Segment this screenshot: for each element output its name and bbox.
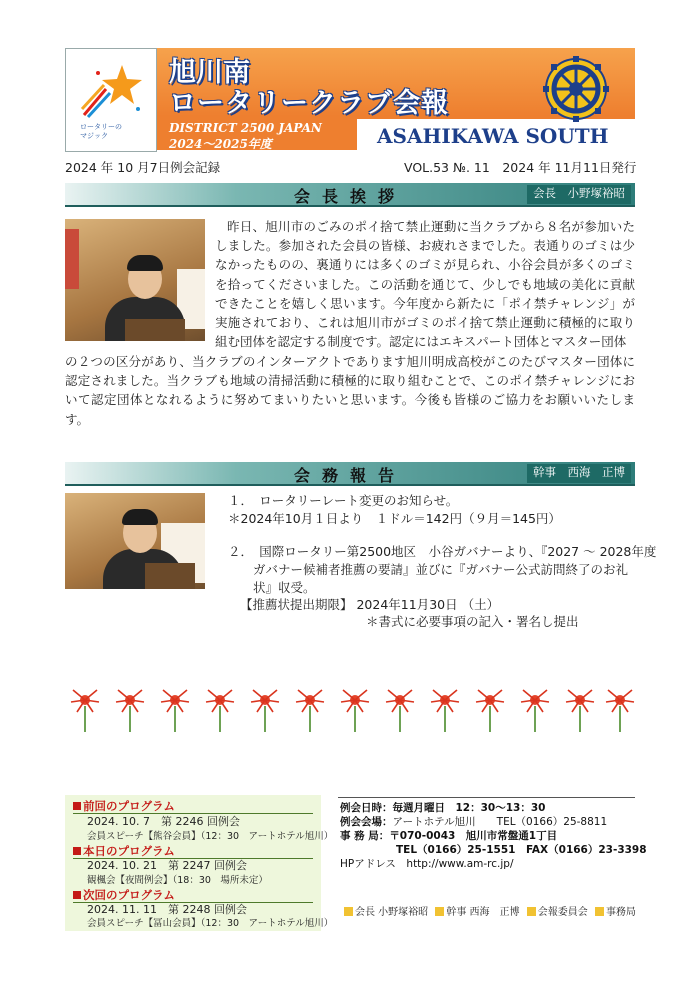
photo-banner [65,229,79,289]
yellow-square-icon [595,907,604,916]
logo-caption-line1: ロータリーの [80,123,122,131]
previous-program-meeting: 2024. 10. 7 第 2246 回例会 [87,815,240,828]
rotary-wheel-icon [539,52,613,126]
logo-caption [80,123,122,141]
yellow-square-icon [527,907,536,916]
president-message-top: 昨日、旭川市のごみのポイ捨て禁止運動に当クラブから８名が参加いたしました。参加された会員の皆様、お疲れさまでした。表通りのゴミは少なかったものの、裏通りには多くのゴミが見られ、小谷会員が多くのゴミを拾ってくださいました。この活動を通じて、少しでも地域の美化に貢献できたことを嬉しく思います。今年度から新たに「ポイ禁チャレンジ」が実施されており、これは旭川市がゴミのポイ捨て禁止運動に積極的に取り組む団体を認定する制度です。認定にはエキスパート団体とマスター団体 [215,219,635,350]
secretary-section-bar [65,462,635,486]
meeting-venue [340,816,607,830]
report-item-2-cont2: 状』収受。 [228,580,316,595]
meeting-venue-value: アートホテル旭川 TEL（0166）25-8811 [392,816,608,828]
president-name-tag: 会長 小野塚裕昭 [527,185,631,204]
president-photo [65,219,205,341]
red-square-icon [73,891,81,899]
report-item-1: １． ロータリーレート変更のお知らせ。 [228,493,459,508]
red-square-icon [73,802,81,810]
legend-office: 事務局 [605,907,636,918]
report-deadline: 【推薦状提出期限】 2024年11月30日 （土） [240,597,500,612]
masthead-title-club: ロータリークラブ会報 [169,88,449,119]
homepage-url[interactable]: HPアドレス http://www.am-rc.jp/ [340,858,514,870]
today-program-head [73,844,313,859]
photo-podium [145,563,195,589]
next-program-meeting: 2024. 11. 11 第 2248 回例会 [87,903,247,916]
red-flowers-decoration [65,684,635,734]
masthead-title-city: 旭川南 [169,57,250,88]
yellow-square-icon [435,907,444,916]
secretary-section-title: 会務報告 [293,466,406,485]
previous-program-head [73,799,313,814]
legend-secretary: 幹事 西海 正博 [446,907,520,918]
legend-committee: 会報委員会 [537,907,588,918]
report-instruction: ＊書式に必要事項の記入・署名し提出 [366,614,579,629]
report-item-2: ２． 国際ロータリー第2500地区 小谷ガバナーより、『2027 ～ 2028年度 [228,544,657,559]
today-program-detail: 観楓会【夜間例会】（18：30 場所未定） [87,875,268,886]
previous-program-label: 前回のプログラム [83,799,175,813]
president-message-bottom: の２つの区分があり、当クラブのインターアクトであります旭川明成高校がこのたびマスター団体に認定されました。当クラブも地域の清掃活動に積極的に取り組むことで、このポイ禁チャレンジにおいて認定団体となれるように努めてまいりたいと思います。今後も皆様のご協力をお願いいたします。 [65,354,635,427]
info-top-rule [338,797,635,798]
next-program-label: 次回のプログラム [83,888,175,902]
photo-person-hair [127,255,163,271]
program-box [65,795,334,931]
next-program-detail: 会員スピーチ【冨山会員】（12：30 アートホテル旭川） [87,918,334,929]
masthead-club-en: ASAHIKAWA SOUTH [377,124,609,148]
report-item-1-detail: ＊2024年10月１日より １ドル＝142円（９月＝145円） [228,511,561,526]
president-section-title: 会長挨拶 [293,187,406,206]
office-value: 〒070-0043 旭川市常盤通1丁目 [389,830,558,842]
office-label: 事 務 局： [340,830,390,842]
meeting-venue-label: 例会会場： [340,816,393,828]
meeting-time [340,802,545,816]
masthead-year: 2024～2025年度 [169,137,272,150]
issue-volume-date: VOL.53 №. 11 2024 年 11月11日発行 [404,160,637,175]
yellow-square-icon [344,907,353,916]
previous-program-detail: 会員スピーチ【熊谷会員】（12：30 アートホテル旭川） [87,831,334,842]
masthead [157,48,635,150]
office-address [340,830,557,844]
today-program-meeting: 2024. 10. 21 第 2247 回例会 [87,859,247,872]
photo-person-hair [122,509,158,525]
legend-president: 会長 小野塚裕昭 [355,907,429,918]
staff-legend [340,903,636,918]
red-square-icon [73,847,81,855]
secretary-name-tag: 幹事 西海 正博 [527,464,631,483]
meeting-time-label: 例会日時： [340,802,393,814]
meeting-time-value: 毎週月曜日 12：30～13：30 [392,802,546,814]
meeting-record-date: 2024 年 10 月7日例会記録 [65,160,221,175]
magic-star-icon [76,59,146,119]
president-section-bar [65,183,635,207]
today-program-label: 本日のプログラム [83,844,175,858]
office-phone-fax: TEL（0166）25-1551 FAX（0166）23-3398 [396,844,647,856]
club-logo [65,48,157,152]
logo-caption-line2: マジック [80,132,108,140]
secretary-photo [65,493,205,589]
masthead-district: DISTRICT 2500 JAPAN [169,121,322,135]
next-program-head [73,888,313,903]
report-item-2-cont: ガバナー候補者推薦の要請』並びに『ガバナー公式訪問終了のお礼 [228,562,629,577]
photo-podium [125,319,185,341]
